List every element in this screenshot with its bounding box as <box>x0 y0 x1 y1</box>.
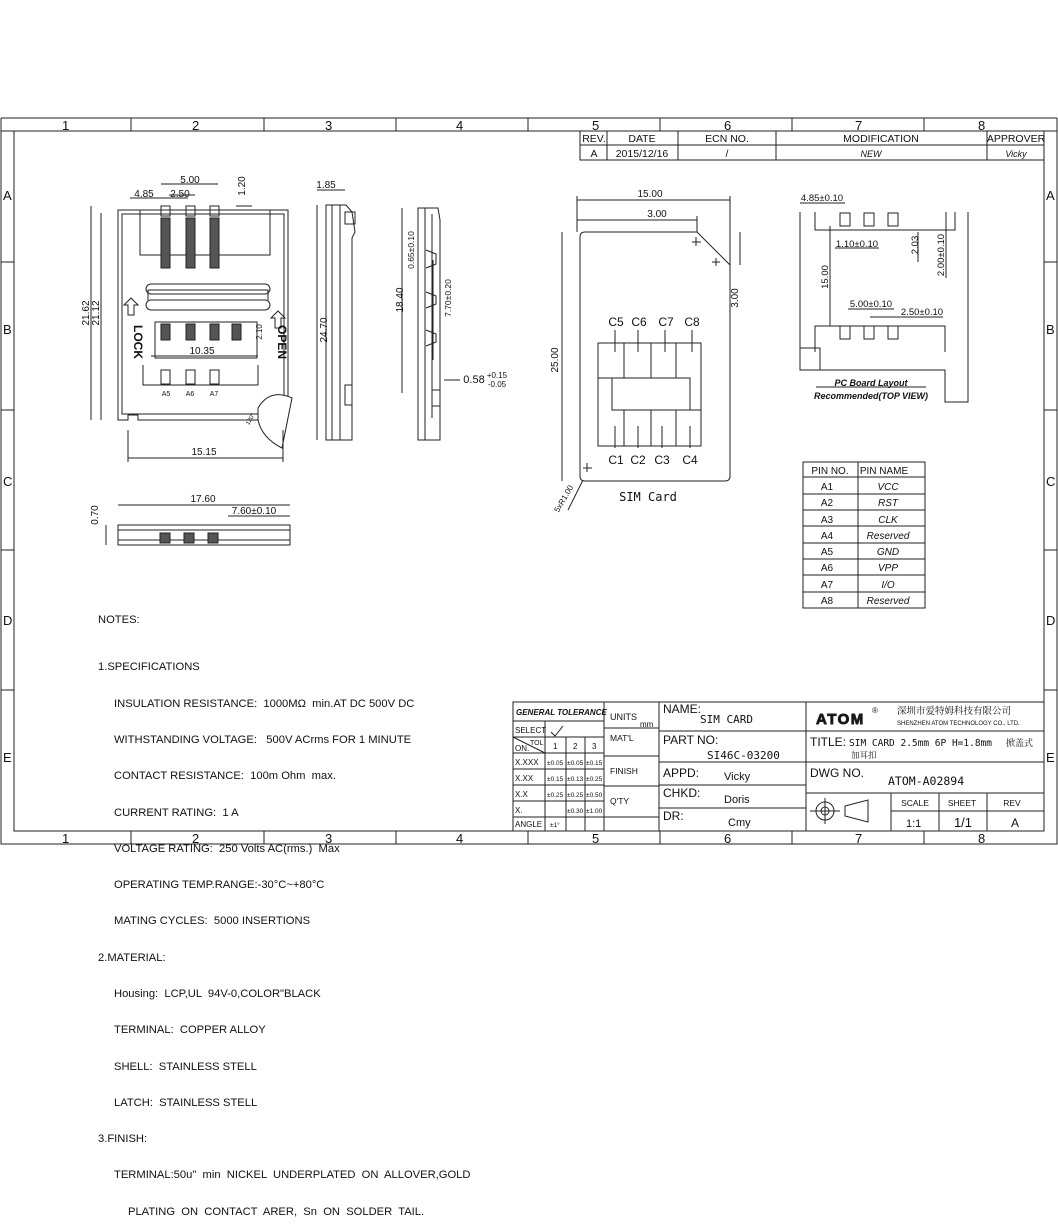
pin-row-5-no: A5 <box>820 547 834 558</box>
pin-row-7-no: A7 <box>820 580 834 591</box>
pin-row-1-name: VCC <box>877 482 899 493</box>
contact-c6: C6 <box>631 315 647 329</box>
pin-row-1-no: A1 <box>820 482 834 493</box>
dim-5-00: 5.00 <box>180 175 200 186</box>
tol-row-2-c3: ±0.25 <box>586 776 603 783</box>
dim-0-58: 0.58 <box>463 374 485 386</box>
tol-row-1-label: X.XXX <box>515 758 539 767</box>
finish-label: FINISH <box>610 766 638 776</box>
dim-0-65: 0.65±0.10 <box>406 231 416 269</box>
tolerance-col-3: 3 <box>592 742 597 751</box>
tol-row-2-c2: ±0.13 <box>567 776 584 783</box>
pin-row-8-name: Reserved <box>866 596 910 607</box>
dim-7-60: 7.60±0.10 <box>231 506 277 517</box>
rev-header-approver: APPROVER <box>986 133 1046 145</box>
row-label-D: D <box>3 613 13 628</box>
pin-row-3-name: CLK <box>878 515 898 526</box>
row-label-B: B <box>3 322 12 337</box>
tol-row-3-c1: ±0.25 <box>547 792 564 799</box>
contact-c7: C7 <box>658 315 674 329</box>
appd-value: Vicky <box>724 771 751 783</box>
notes-spec-line: CONTACT RESISTANCE: 100m Ohm max. <box>114 770 336 783</box>
row-label-B-right: B <box>1046 322 1055 337</box>
row-label-E-right: E <box>1046 750 1055 765</box>
tolerance-col-1: 1 <box>553 742 558 751</box>
pin-label-a7: A7 <box>209 391 219 398</box>
col-label-2: 2 <box>192 118 200 133</box>
dim-21-12: 21.12 <box>91 300 102 326</box>
rev-label: REV <box>1003 798 1021 808</box>
chkd-value: Doris <box>724 794 750 806</box>
rev-header-ecn: ECN NO. <box>705 133 749 145</box>
col-label-7-bottom: 7 <box>855 831 863 846</box>
dim-pcb-5-00: 5.00±0.10 <box>849 299 893 310</box>
col-label-2-bottom: 2 <box>192 831 200 846</box>
pin-row-2-no: A2 <box>820 498 834 509</box>
dim-sim-25-00: 25.00 <box>550 347 561 373</box>
company-en: SHENZHEN ATOM TECHNOLOGY CO., LTD. <box>897 721 1020 727</box>
rev-row-approver: Vicky <box>1005 149 1027 159</box>
pin-row-8-no: A8 <box>820 596 834 607</box>
col-label-3-bottom: 3 <box>325 831 333 846</box>
tol-row-3-c3: ±0.50 <box>586 792 603 799</box>
pin-row-7-name: I/O <box>881 580 895 591</box>
rev-header-rev: REV. <box>582 133 606 145</box>
notes-spec-line: INSULATION RESISTANCE: 1000MΩ min.AT DC 500V DC <box>114 697 415 710</box>
company-logo: ATOM <box>816 711 865 728</box>
col-label-6: 6 <box>724 118 732 133</box>
dim-4-85: 4.85 <box>134 189 154 200</box>
row-label-A: A <box>3 188 12 203</box>
label-angle: 120° <box>245 412 257 427</box>
part-value: SI46C-03200 <box>707 749 780 762</box>
dim-21-62: 21.62 <box>81 300 92 326</box>
contact-c3: C3 <box>654 453 670 467</box>
tol-row-3-c2: ±0.25 <box>567 792 584 799</box>
col-label-4: 4 <box>456 118 464 133</box>
dr-label: DR: <box>663 809 684 823</box>
row-label-C: C <box>3 474 13 489</box>
title-cn-1: 掀盖式 <box>1006 738 1034 748</box>
pin-row-4-name: Reserved <box>866 531 910 542</box>
sheet-value: 1/1 <box>953 815 973 830</box>
contact-c5: C5 <box>608 315 624 329</box>
contact-c8: C8 <box>684 315 700 329</box>
notes-section-2-title: 2.MATERIAL: <box>98 951 166 964</box>
contact-c2: C2 <box>630 453 646 467</box>
notes-spec-line: WITHSTANDING VOLTAGE: 500V ACrms FOR 1 MINUTE <box>114 734 412 747</box>
dim-pcb-4-85: 4.85±0.10 <box>800 193 844 204</box>
tol-row-4-c3: ±1.00 <box>586 808 603 815</box>
notes-finish-line: TERMINAL:50u" min NICKEL UNDERPLATED ON ALLOVER,GOLD <box>114 1169 471 1182</box>
notes-section-3-title: 3.FINISH: <box>98 1133 148 1146</box>
dim-0-70: 0.70 <box>90 505 101 525</box>
dim-24-70: 24.70 <box>319 317 330 343</box>
col-label-8: 8 <box>978 118 986 133</box>
company-cn: 深圳市爱特姆科技有限公司 <box>897 706 1012 717</box>
notes-finish-line: PLATING ON CONTACT ARER, Sn ON SOLDER TAIL. <box>128 1205 425 1218</box>
dim-15-15: 15.15 <box>191 447 217 458</box>
dim-10-35: 10.35 <box>189 346 215 357</box>
tolerance-col-2: 2 <box>573 742 578 751</box>
tol-row-5-label: ANGLE <box>515 820 543 829</box>
dim-sim-radius: 5xR1.00 <box>552 483 576 514</box>
notes-spec-line: CURRENT RATING: 1 A <box>114 806 239 819</box>
tol-row-4-label: X. <box>515 806 523 815</box>
matl-label: MAT'L <box>610 733 634 743</box>
pin-table-header-name: PIN NAME <box>859 466 909 477</box>
title-value: SIM CARD 2.5mm 6P H=1.8mm <box>849 738 992 749</box>
label-open: OPEN <box>275 324 289 360</box>
tol-row-4-c2: ±0.30 <box>567 808 584 815</box>
row-label-D-right: D <box>1046 613 1056 628</box>
notes-material-line: Housing: LCP,UL 94V-0,COLOR"BLACK <box>114 988 321 1000</box>
name-value: SIM CARD <box>700 713 753 726</box>
dwg-value: ATOM-A02894 <box>888 774 965 788</box>
title-cn-2: 加耳扣 <box>851 750 877 760</box>
chkd-label: CHKD: <box>663 786 701 800</box>
pcb-layout-subtitle: Recommended(TOP VIEW) <box>813 391 929 401</box>
notes-spec-line: VOLTAGE RATING: 250 Volts AC(rms.) Max <box>114 842 340 855</box>
notes-material-line: SHELL: STAINLESS STELL <box>114 1060 257 1073</box>
registered-icon: ® <box>872 706 878 715</box>
dim-pcb-2-50: 2.50±0.10 <box>900 307 944 318</box>
pin-row-3-no: A3 <box>820 515 834 526</box>
tol-row-3-label: X.X <box>515 790 528 799</box>
dim-pcb-2-00: 2.00±0.10 <box>936 233 947 277</box>
dim-7-70: 7.70±0.20 <box>443 279 453 317</box>
col-label-3: 3 <box>325 118 333 133</box>
revision-table <box>580 131 1046 160</box>
sim-card-title: SIM Card <box>619 490 677 504</box>
notes-material-line: LATCH: STAINLESS STELL <box>114 1096 258 1109</box>
col-label-5-bottom: 5 <box>592 831 600 846</box>
pin-label-a6: A6 <box>185 391 195 398</box>
name-label: NAME: <box>663 702 702 716</box>
pin-row-6-name: VPP <box>877 563 899 574</box>
pin-row-4-no: A4 <box>820 531 834 542</box>
tol-row-2-c1: ±0.15 <box>547 776 564 783</box>
col-label-5: 5 <box>592 118 600 133</box>
dim-sim-3-00-side: 3.00 <box>730 288 741 308</box>
tolerance-on: ON. <box>515 744 530 753</box>
rev-value: A <box>1010 816 1020 830</box>
col-label-8-bottom: 8 <box>978 831 986 846</box>
notes-spec-line: MATING CYCLES: 5000 INSERTIONS <box>114 915 311 928</box>
scale-value: 1:1 <box>906 818 922 830</box>
dr-value: Cmy <box>728 817 751 829</box>
notes-section-1-title: 1.SPECIFICATIONS <box>98 661 200 674</box>
pin-row-2-name: RST <box>878 498 898 509</box>
col-label-7: 7 <box>855 118 863 133</box>
dim-pcb-2-03: 2.03 <box>910 235 921 255</box>
rev-row-ecn: / <box>725 148 729 160</box>
contact-c4: C4 <box>682 453 698 467</box>
tol-row-2-label: X.XX <box>515 774 534 783</box>
tolerance-select: SELECT <box>515 726 547 735</box>
dim-0-58-tol-minus: -0.05 <box>487 380 507 389</box>
notes-block <box>98 590 470 1230</box>
pin-table <box>803 462 925 608</box>
col-label-1-bottom: 1 <box>62 831 70 846</box>
dim-18-40: 18.40 <box>395 287 406 313</box>
appd-label: APPD: <box>663 766 700 780</box>
tolerance-tol: TOL <box>530 740 544 747</box>
pin-label-a5: A5 <box>161 391 171 398</box>
scale-label: SCALE <box>901 798 929 808</box>
tol-row-1-c2: ±0.05 <box>567 760 584 767</box>
dim-0-58-tol-plus: +0.15 <box>486 371 508 380</box>
dim-sim-3-00-top: 3.00 <box>647 209 667 220</box>
rev-header-modification: MODIFICATION <box>843 133 919 145</box>
contact-arrows <box>615 330 692 448</box>
row-label-A-right: A <box>1046 188 1055 203</box>
notes-heading: NOTES: <box>98 614 140 627</box>
dim-sim-15-00: 15.00 <box>637 189 663 200</box>
dim-2-10: 2.10 <box>255 324 264 340</box>
tolerance-title: GENERAL TOLERANCE <box>516 708 607 717</box>
rev-row-rev: A <box>590 148 598 160</box>
label-lock: LOCK <box>131 325 145 359</box>
dim-pcb-15-00: 15.00 <box>820 265 831 289</box>
dim-1-20: 1.20 <box>237 176 248 196</box>
dim-17-60: 17.60 <box>190 494 216 505</box>
row-label-C-right: C <box>1046 474 1056 489</box>
notes-material-line: TERMINAL: COPPER ALLOY <box>114 1024 266 1037</box>
pcb-layout-title: PC Board Layout <box>834 378 908 388</box>
rev-row-modification: NEW <box>860 149 882 159</box>
col-label-4-bottom: 4 <box>456 831 464 846</box>
tol-row-1-c1: ±0.05 <box>547 760 564 767</box>
sheet-label: SHEET <box>947 798 977 808</box>
col-label-6-bottom: 6 <box>724 831 732 846</box>
dwg-label: DWG NO. <box>810 766 864 780</box>
qty-label: Q'TY <box>610 796 630 806</box>
dim-2-50: 2.50 <box>170 189 190 200</box>
pin-table-header-no: PIN NO. <box>811 466 849 477</box>
pin-row-6-no: A6 <box>820 563 834 574</box>
pin-row-5-name: GND <box>876 547 900 558</box>
tol-row-5-c1: ±1° <box>550 822 560 829</box>
title-block <box>513 702 1044 831</box>
rev-header-date: DATE <box>628 133 656 145</box>
dim-pcb-1-10: 1.10±0.10 <box>835 239 879 250</box>
notes-spec-line: OPERATING TEMP.RANGE:-30°C~+80°C <box>114 879 325 892</box>
connector-profile-view <box>317 190 355 440</box>
contact-c1: C1 <box>608 453 624 467</box>
col-label-1: 1 <box>62 118 70 133</box>
dim-1-85: 1.85 <box>316 180 336 191</box>
units-value: mm <box>640 720 654 729</box>
sim-card-outline <box>562 196 740 510</box>
rev-row-date: 2015/12/16 <box>615 148 669 160</box>
connector-top-view <box>91 184 292 462</box>
title-label: TITLE: <box>810 735 847 749</box>
part-label: PART NO: <box>663 733 719 747</box>
units-label: UNITS <box>610 712 637 722</box>
tol-row-1-c3: ±0.15 <box>586 760 603 767</box>
row-label-E: E <box>3 750 12 765</box>
